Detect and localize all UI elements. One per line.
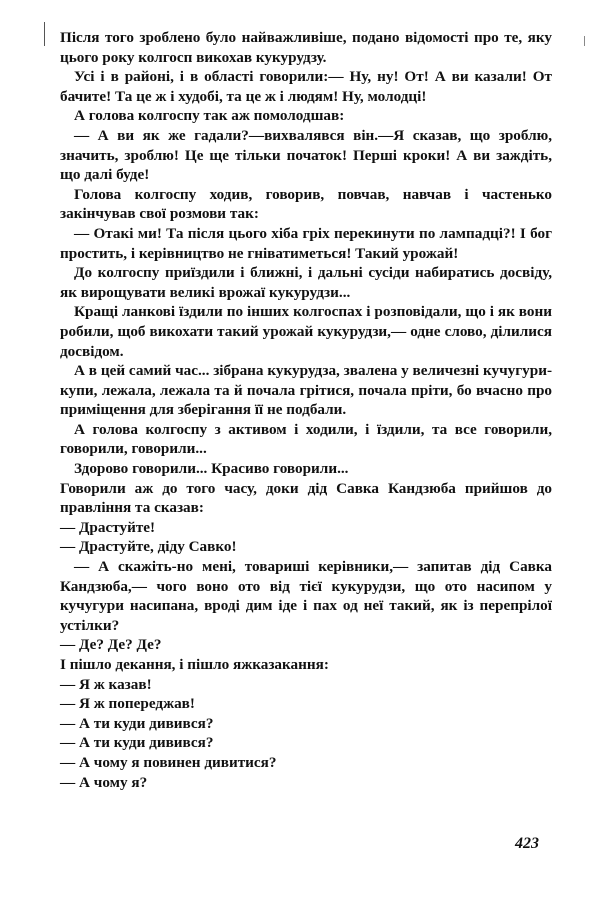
dialogue-line: — Драстуйте, діду Савко! (60, 538, 237, 556)
page-number: 423 (515, 835, 539, 852)
margin-mark-right (584, 36, 585, 46)
dialogue-line: — А скажіть-но мені, товариші керівники,— запитав дід Савка Кандзюба,— чого воно ото від тієї кукурудзи, що ото насипом у кучугури насипана, вроді дим іде і пах од неї такий, як із перепрілої устілки? (60, 558, 552, 634)
paragraph: Кращі ланкові їздили по інших колгоспах і розповідали, що і як вони робили, щоб викохати такий урожай кукурудзи,— одне слово, ділилися досвідом. (60, 303, 552, 360)
paragraph: Після того зроблено було найважливіше, подано відомості про те, яку цього року колгосп викохав кукурудзу. (60, 29, 552, 66)
dialogue-line: — Драстуйте! (60, 518, 156, 536)
dialogue-line: — А ти куди дивився? (60, 714, 214, 732)
dialogue-line: — А чому я повинен дивитися? (60, 753, 277, 771)
dialogue-line: — А чому я? (60, 773, 148, 791)
paragraph: — А ви як же гадали?—вихвалявся він.—Я сказав, що зроблю, значить, зроблю! Це ще тільки початок! Перші кроки! А ви заждіть, що далі буде! (60, 126, 552, 184)
dialogue-line: — Де? Де? Де? (60, 636, 162, 654)
dialogue-line: — А ти куди дивився? (60, 734, 214, 752)
paragraph: Голова колгоспу ходив, говорив, повчав, навчав і частенько закінчував свої розмови так: (60, 185, 552, 223)
paragraph: Говорили аж до того часу, доки дід Савка Кандзюба прийшов до правління та сказав: (60, 479, 552, 517)
paragraph: Здорово говорили... Красиво говорили... (74, 460, 349, 478)
paragraph: І пішло декання, і пішло яжказакання: (60, 656, 329, 673)
paragraph: Усі і в районі, і в області говорили:— Ну, ну! От! А ви казали! От бачите! Та це ж і худобі, та це ж і людям! Ну, молодці! (60, 68, 552, 105)
dialogue-line: — Я ж попереджав! (60, 695, 195, 713)
paragraph: А в цей самий час... зібрана кукурудза, звалена у величезні кучугури-купи, лежала, лежала та й почала грітися, почала пріти, бо вчасно про приміщення для зберігання її не подбали. (60, 362, 552, 419)
text-block (60, 28, 552, 792)
page-body (60, 28, 552, 792)
paragraph: А голова колгоспу з активом і ходили, і їздили, та все говорили, говорили, говорили... (60, 420, 552, 458)
margin-mark (44, 22, 45, 46)
paragraph: — Отакі ми! Та після цього хіба гріх перекинути по лампадці?! І бог простить, і керівництво не гніватиметься! Такий урожай! (60, 224, 552, 262)
paragraph: До колгоспу приїздили і ближні, і дальні сусіди набиратись досвіду, як вирощувати великі врожаї кукурудзи... (60, 264, 552, 301)
dialogue-line: — Я ж казав! (60, 675, 152, 693)
paragraph: А голова колгоспу так аж помолодшав: (74, 107, 345, 125)
